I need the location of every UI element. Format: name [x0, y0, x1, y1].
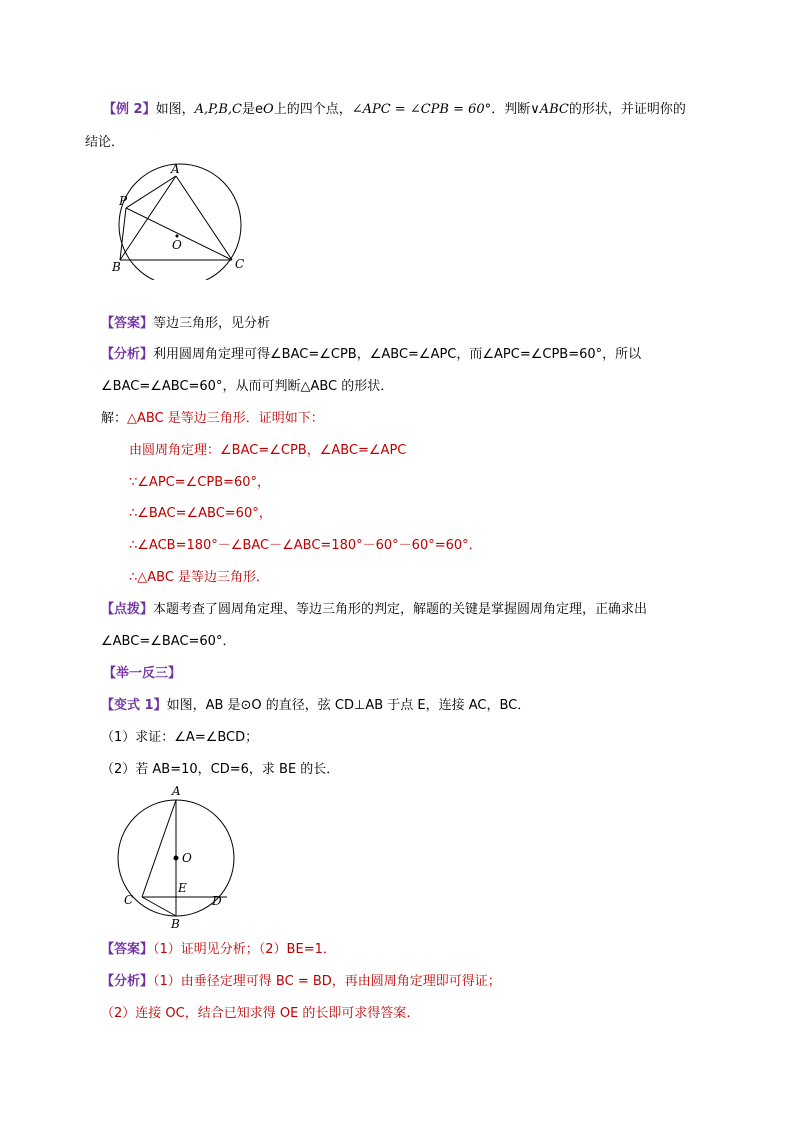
center-point-o — [174, 856, 179, 861]
point-1-tag: 【点拨】 — [101, 602, 154, 617]
analysis-2-tag: 【分析】 — [101, 974, 154, 989]
label-B: B — [112, 260, 121, 274]
answer-1-text: 等边三角形，见分析 — [153, 316, 271, 331]
label-A: A — [171, 162, 180, 176]
variant-1-question1: （1）求证：∠A=∠BCD； — [101, 730, 259, 745]
example2-line1 — [103, 101, 686, 119]
analysis-1-text1: 利用圆周角定理可得∠BAC=∠CPB，∠ABC=∠APC，而∠APC=∠CPB=60°，所以 — [153, 347, 642, 362]
example2-text-e: 的形状，并证明你的 — [568, 102, 686, 117]
label-A: A — [172, 784, 181, 798]
point-1-line1 — [101, 601, 647, 619]
example2-circle-o: O — [263, 102, 274, 117]
analysis-2-line2: （2）连接 OC，结合已知求得 OE 的长即可求得答案. — [101, 1006, 411, 1021]
example2-text-c: 上的四个点， — [273, 102, 352, 117]
label-D: D — [212, 894, 222, 908]
answer-1-tag: 【答案】 — [101, 316, 154, 331]
line-PA — [126, 176, 176, 208]
example2-circle-symbol: e — [255, 102, 264, 117]
analysis-1-tag: 【分析】 — [101, 347, 154, 362]
solution-1-prefix: 解： — [101, 411, 128, 426]
answer-2 — [101, 941, 336, 959]
label-O: O — [172, 238, 182, 252]
analysis-1-line2: ∠BAC=∠ABC=60°，从而可判断△ABC 的形状． — [101, 379, 394, 394]
label-C: C — [124, 893, 134, 907]
example2-points: A,P,B,C — [194, 102, 242, 117]
example2-line2: 结论． — [85, 135, 125, 150]
example2-text-b: 是 — [242, 102, 256, 117]
line-AB — [120, 176, 176, 260]
analysis-2-line1 — [101, 973, 501, 991]
solution-1-step3: ∴∠BAC=∠ABC=60°， — [129, 506, 272, 521]
section-title: 【举一反三】 — [103, 666, 182, 681]
answer-1 — [101, 315, 270, 333]
variant-1-line1 — [101, 697, 530, 715]
label-B: B — [171, 917, 180, 930]
solution-1-step2: ∵∠APC=∠CPB=60°， — [129, 475, 271, 490]
variant-1-text1: 如图，AB 是⊙O 的直径，弦 CD⊥AB 于点 E，连接 AC，BC． — [166, 698, 531, 713]
solution-1-step4: ∴∠ACB=180°－∠BAC－∠ABC=180°－60°－60°=60°． — [129, 538, 482, 553]
answer-2-text: （1）证明见分析；（2）BE=1． — [153, 942, 336, 957]
label-C: C — [235, 257, 245, 271]
example2-triangle: ∨ABC — [530, 102, 569, 117]
solution-1-claim: △ABC 是等边三角形．证明如下： — [127, 411, 324, 426]
solution-1-step1: 由圆周角定理：∠BAC=∠CPB，∠ABC=∠APC — [129, 443, 407, 458]
example2-text-d: ．判断 — [491, 102, 531, 117]
example2-tag: 【例 2】 — [103, 102, 156, 117]
line-AC — [142, 800, 176, 897]
figure-2-circle-diagram — [114, 780, 239, 930]
variant-1-tag: 【变式 1】 — [101, 698, 167, 713]
label-E: E — [178, 881, 187, 895]
point-1-text1: 本题考查了圆周角定理、等边三角形的判定，解题的关键是掌握圆周角定理，正确求出 — [153, 602, 648, 617]
line-PC — [126, 208, 232, 260]
answer-2-tag: 【答案】 — [101, 942, 154, 957]
analysis-1-line1 — [101, 346, 641, 364]
point-1-line2: ∠ABC=∠BAC=60°． — [101, 634, 236, 649]
analysis-2-text1: （1）由垂径定理可得 BC = BD，再由圆周角定理即可得证； — [153, 974, 501, 989]
solution-1-step5: ∴△ABC 是等边三角形． — [129, 570, 270, 585]
solution-1-head — [101, 410, 324, 428]
example2-text-a: 如图， — [155, 102, 195, 117]
line-AC — [176, 176, 232, 260]
figure-1-circle-diagram — [110, 160, 260, 280]
label-P: P — [119, 194, 128, 208]
example2-condition: ∠APC = ∠CPB = 60° — [351, 102, 492, 117]
variant-1-question2: （2）若 AB=10，CD=6，求 BE 的长． — [101, 762, 340, 777]
label-O: O — [182, 851, 192, 865]
